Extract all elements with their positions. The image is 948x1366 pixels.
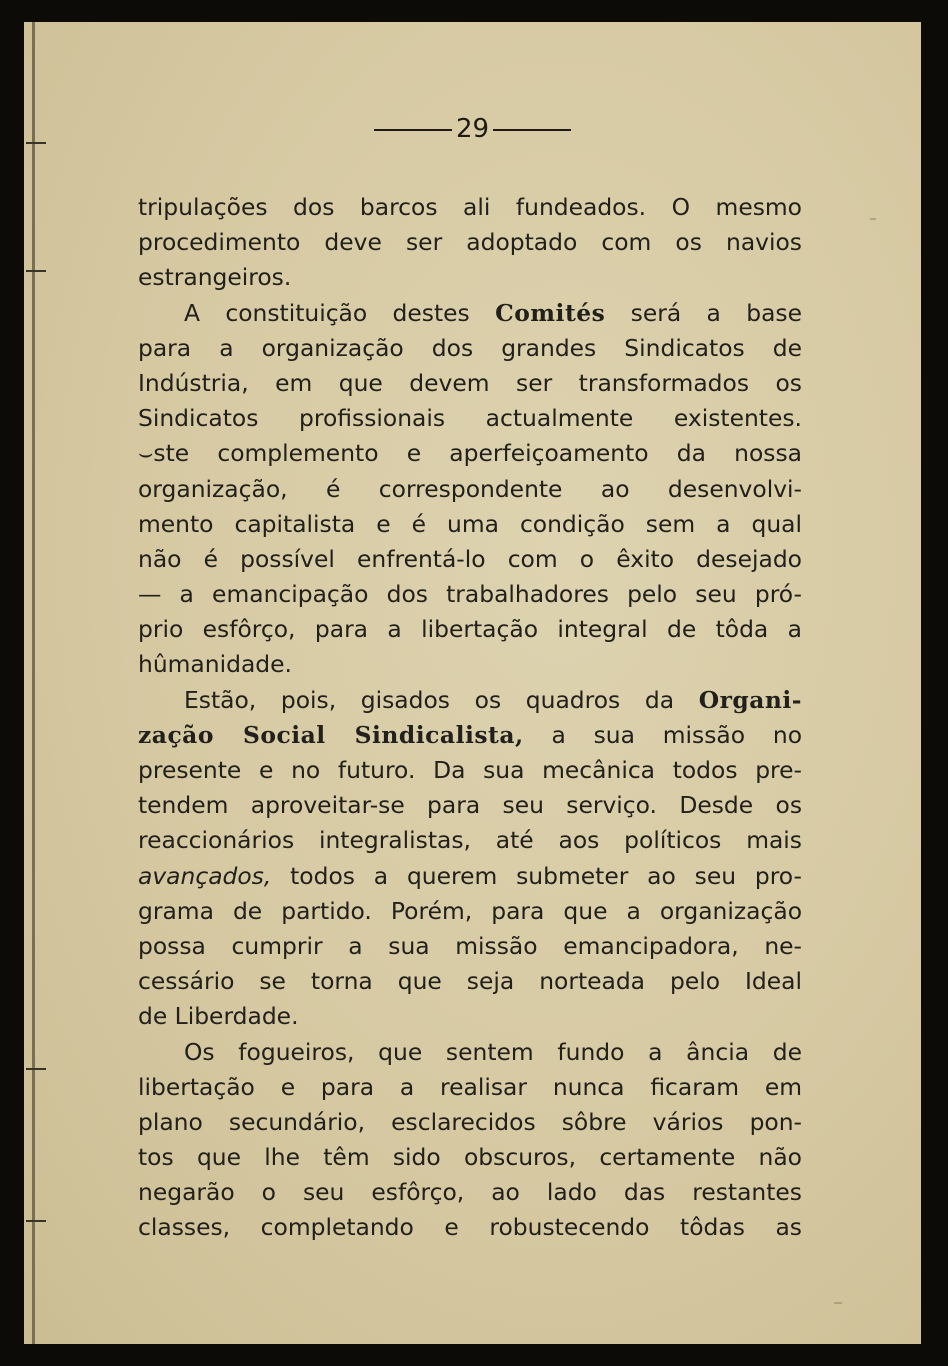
line-text: de Liberdade. [138,1002,299,1031]
line-text: estrangeiros. [138,263,292,292]
line-text: tendem aproveitar-se para seu serviço. Desde os [138,791,802,820]
binding-stitch-mark [26,1068,46,1070]
text-line [138,999,802,1034]
text-line [138,929,802,964]
text-line [138,1175,802,1210]
line-text: Sindicatos profissionais actualmente existentes. [138,404,802,433]
line-text: mento capitalista e é uma condição sem a qual [138,509,802,538]
line-text: será a base [605,298,802,327]
line-text: para a organização dos grandes Sindicatos de [138,333,802,362]
line-text: possa cumprir a sua missão emancipadora, ne- [138,931,802,960]
text-line [138,225,802,260]
line-text: ⌣ste complemento e aperfeiçoamento da nossa [138,439,802,468]
text-line [138,472,802,507]
line-text: tos que lhe têm sido obscuros, certamente não [138,1143,802,1172]
paper-speck [834,1302,842,1304]
text-line [138,964,802,999]
line-text: presente e no futuro. Da sua mecânica todos pre- [138,756,802,784]
line-text: organização, é correspondente ao desenvolvi- [138,474,802,503]
line-text: — a emancipação dos trabalhadores pelo seu pró- [138,580,802,609]
bold-term-organizacao: Organi- [698,685,802,714]
text-line [138,577,802,612]
text-line [138,260,802,295]
body-text [138,190,802,1246]
text-line [138,683,802,718]
text-line [138,296,802,331]
text-line [138,190,802,225]
bold-term-comites: Comités [495,298,606,327]
line-text: todos a querem submeter ao seu pro- [271,861,802,890]
text-line [138,1035,802,1070]
line-text: grama de partido. Porém, para que a organização [138,896,802,925]
text-line [138,1105,802,1140]
binding-stitch-mark [26,270,46,272]
text-line [138,1210,802,1245]
line-text: prio esfôrço, para a libertação integral de tôda a [138,615,802,644]
line-text: A constituição destes [184,298,496,327]
text-line [138,788,802,823]
line-text: hûmanidade. [138,650,292,679]
text-line [138,401,802,436]
line-text: não é possível enfrentá-lo com o êxito desejado [138,544,802,573]
text-line [138,718,802,753]
text-line [138,894,802,929]
text-line [138,507,802,542]
paper-speck [870,218,876,220]
line-text: a sua missão no [523,720,803,749]
line-text: cessário se torna que seja norteada pelo Ideal [138,967,802,996]
text-line [138,331,802,366]
header-rule-left [374,129,452,131]
line-text: Estão, pois, gisados os quadros da [184,685,699,714]
line-text: classes, completando e robustecendo tôdas as [138,1213,802,1242]
page-number-header [24,114,921,144]
page-spine-edge [32,22,35,1344]
line-text: plano secundário, esclarecidos sôbre vários pon- [138,1107,802,1136]
text-line [138,436,802,471]
book-page [24,22,921,1344]
text-line [138,859,802,894]
text-line [138,366,802,401]
italic-term-avancados: avançados, [138,861,272,890]
line-text: negarão o seu esfôrço, ao lado das restantes [138,1178,802,1207]
line-text: Os fogueiros, que sentem fundo a ância de [184,1037,802,1066]
line-text: libertação e para a realisar nunca ficaram em [138,1072,802,1101]
line-text: tripulações dos barcos ali fundeados. O mesmo [138,193,802,221]
text-line [138,542,802,577]
text-line [138,647,802,682]
text-line [138,1070,802,1105]
text-line [138,823,802,858]
line-text: procedimento deve ser adoptado com os navios [138,228,802,257]
binding-stitch-mark [26,1220,46,1222]
text-line [138,1140,802,1175]
line-text: Indústria, em que devem ser transformados os [138,368,802,397]
page-number: 29 [455,114,490,144]
bold-term-social-sindicalista: zação Social Sindicalista, [138,720,524,749]
text-line [138,753,802,788]
line-text: reaccionários integralistas, até aos políticos mais [138,826,802,855]
text-line [138,612,802,647]
header-rule-right [493,129,571,131]
